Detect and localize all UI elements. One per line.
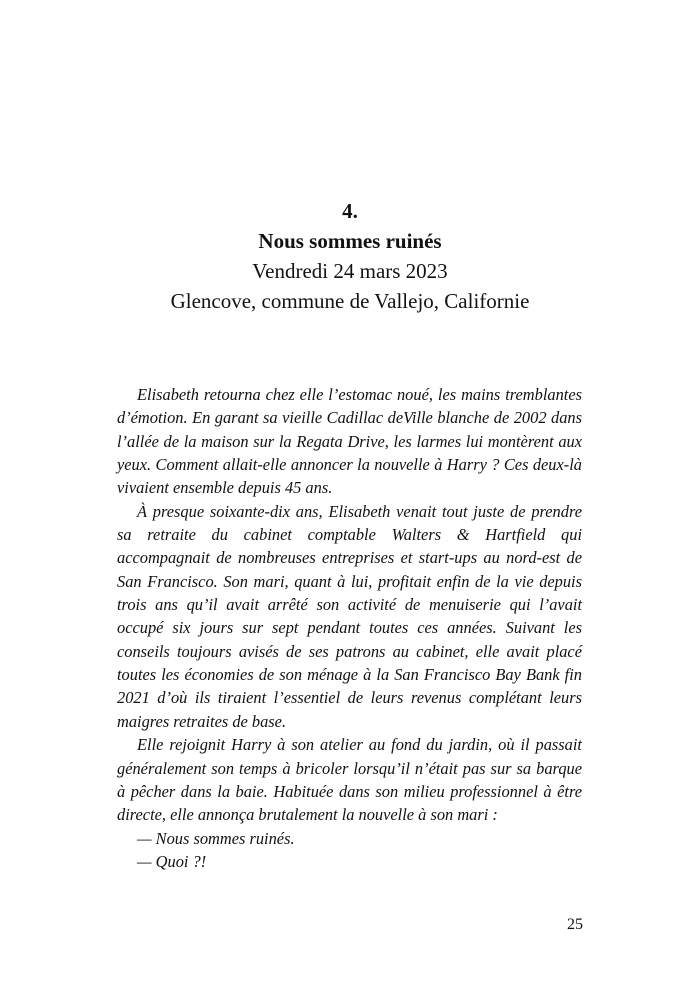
paragraph: Elisabeth retourna chez elle l’estomac noué, les mains tremblantes d’émotion. En garant sa vieille Cadillac deVille blanche de 2002 dans l’allée de la maison sur la Regata Drive, les larmes lui montèrent aux yeux. Comment allait-elle annoncer la nouvelle à Harry ? Ces deux-là vivaient ensemble depuis 45 ans.	[117, 385, 582, 498]
dialogue-line: — Quoi ?!	[137, 851, 207, 871]
chapter-number: 4.	[342, 199, 358, 223]
chapter-place: Glencove, commune de Vallejo, Californie	[170, 289, 530, 313]
dialogue-line: — Nous sommes ruinés.	[137, 828, 295, 848]
chapter-title: Nous sommes ruinés	[258, 229, 442, 253]
chapter-date: Vendredi 24 mars 2023	[252, 259, 448, 283]
paragraph: Elle rejoignit Harry à son atelier au fond du jardin, où il passait généralement son temps à bricoler lorsqu’il n’était pas sur sa barque à pêcher dans la baie. Habituée dans son milieu professionnel à être directe, elle annonça brutalement la nouvelle à son mari :	[117, 735, 582, 825]
chapter-body	[117, 383, 582, 873]
chapter-heading	[0, 196, 700, 316]
page-number: 25	[567, 916, 583, 933]
paragraph: À presque soixante-dix ans, Elisabeth venait tout juste de prendre sa retraite du cabinet comptable Walters & Hartfield qui accompagnait de nombreuses entreprises et start-ups au nord-est de San Francisco. Son mari, quant à lui, profitait enfin de la vie depuis trois ans qu’il avait arrêté son activité de menuiserie qui l’avait occupé six jours sur sept pendant toutes ces années. Suivant les conseils toujours avisés de ses patrons au cabinet, elle avait placé toutes les économies de son ménage à la San Francisco Bay Bank fin 2021 d’où ils tiraient l’essentiel de leurs revenus complétant leurs maigres retraites de base.	[117, 501, 582, 731]
